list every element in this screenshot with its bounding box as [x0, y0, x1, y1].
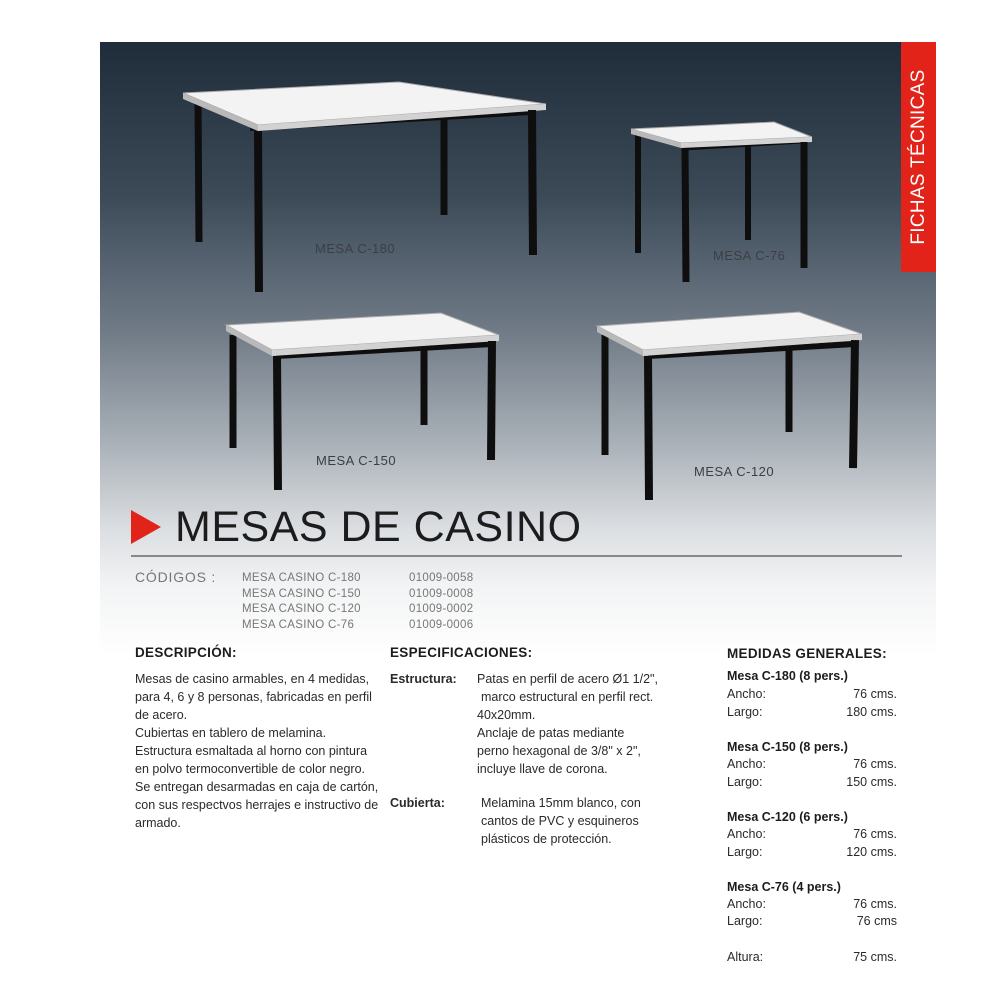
code-name: MESA CASINO C-180 [242, 572, 361, 584]
measure-row-ancho [727, 687, 897, 701]
code-number: 01009-0008 [409, 587, 474, 600]
measure-label: Largo: [727, 845, 763, 859]
spec-line: Melamina 15mm blanco, con [481, 796, 641, 810]
page-title: MESAS DE CASINO [175, 503, 582, 551]
measure-label: Ancho: [727, 827, 766, 841]
title-divider [131, 555, 902, 557]
measure-value: 76 cms. [853, 827, 897, 841]
table-label-c180: MESA C-180 [315, 241, 396, 256]
table-label-c120: MESA C-120 [694, 464, 775, 479]
description-paragraph: Cubiertas en tablero de melamina. [135, 726, 327, 740]
measure-row-ancho [727, 827, 897, 841]
measures-heading: MEDIDAS GENERALES: [727, 646, 887, 661]
description-paragraph: Se entregan desarmadas en caja de cartón, con sus respectvos herrajes e instructivo de armado. [135, 780, 379, 830]
measure-label: Largo: [727, 914, 763, 928]
spec-line: Anclaje de patas mediante [477, 726, 625, 740]
code-name: MESA CASINO C-150 [242, 587, 361, 600]
spec-estructura-text [477, 670, 658, 778]
measure-label: Largo: [727, 775, 763, 789]
measure-value: 76 cms [856, 914, 897, 928]
table-label-c76: MESA C-76 [713, 248, 786, 263]
spec-line: incluye llave de corona. [477, 762, 608, 776]
measure-group-title: Mesa C-150 (8 pers.) [727, 740, 848, 754]
measure-row-altura [727, 950, 897, 964]
measure-label: Ancho: [727, 687, 766, 701]
measure-value: 120 cms. [846, 845, 897, 859]
measure-label: Altura: [727, 950, 764, 964]
spec-line: Patas en perfil de acero Ø1 1/2", [477, 672, 658, 686]
measure-row-ancho [727, 897, 897, 911]
spec-line: cantos de PVC y esquineros [481, 814, 639, 828]
measure-row-largo [727, 914, 897, 928]
description-text [135, 670, 380, 832]
table-c180-image [183, 82, 546, 292]
code-number: 01009-0006 [409, 618, 474, 631]
codes-numbers-column [409, 571, 473, 633]
title-arrow-icon [131, 510, 161, 544]
measure-value: 150 cms. [846, 775, 897, 789]
spec-line: marco estructural en perfil rect. [481, 690, 654, 704]
codes-names-column [242, 571, 361, 633]
measure-group-title: Mesa C-120 (6 pers.) [727, 810, 848, 824]
measure-row-largo [727, 705, 897, 719]
description-heading: DESCRIPCIÓN: [135, 645, 237, 660]
measure-value: 76 cms. [853, 687, 897, 701]
measure-value: 75 cms. [853, 950, 897, 964]
measure-group-title: Mesa C-180 (8 pers.) [727, 669, 848, 683]
spec-estructura-label: Estructura: [390, 672, 457, 686]
description-paragraph: Mesas de casino armables, en 4 medidas, para 4, 6 y 8 personas, fabricadas en perfil de acero. [135, 672, 372, 722]
code-name: MESA CASINO C-76 [242, 618, 355, 631]
specs-heading: ESPECIFICACIONES: [390, 645, 533, 660]
ribbon-label: FICHAS TÉCNICAS [907, 69, 929, 245]
table-label-c150: MESA C-150 [316, 453, 397, 468]
measure-row-ancho [727, 757, 897, 771]
measure-label: Ancho: [727, 897, 766, 911]
code-name: MESA CASINO C-120 [242, 603, 361, 615]
spec-line: 40x20mm. [477, 708, 536, 722]
code-number: 01009-0058 [409, 572, 474, 584]
code-number: 01009-0002 [409, 603, 474, 615]
measure-label: Largo: [727, 705, 763, 719]
codes-label: CÓDIGOS : [135, 569, 217, 585]
spec-line: perno hexagonal de 3/8" x 2", [477, 744, 641, 758]
measure-value: 180 cms. [846, 705, 897, 719]
spec-cubierta-label: Cubierta: [390, 796, 445, 810]
measure-group-title: Mesa C-76 (4 pers.) [727, 880, 841, 894]
description-paragraph: Estructura esmaltada al horno con pintura en polvo termoconvertible de color negro. [135, 744, 368, 776]
measure-row-largo [727, 775, 897, 789]
measure-value: 76 cms. [853, 897, 897, 911]
spec-cubierta-text [481, 794, 641, 848]
spec-line: plásticos de protección. [481, 832, 612, 846]
measure-label: Ancho: [727, 757, 766, 771]
measure-value: 76 cms. [853, 757, 897, 771]
measure-row-largo [727, 845, 897, 859]
